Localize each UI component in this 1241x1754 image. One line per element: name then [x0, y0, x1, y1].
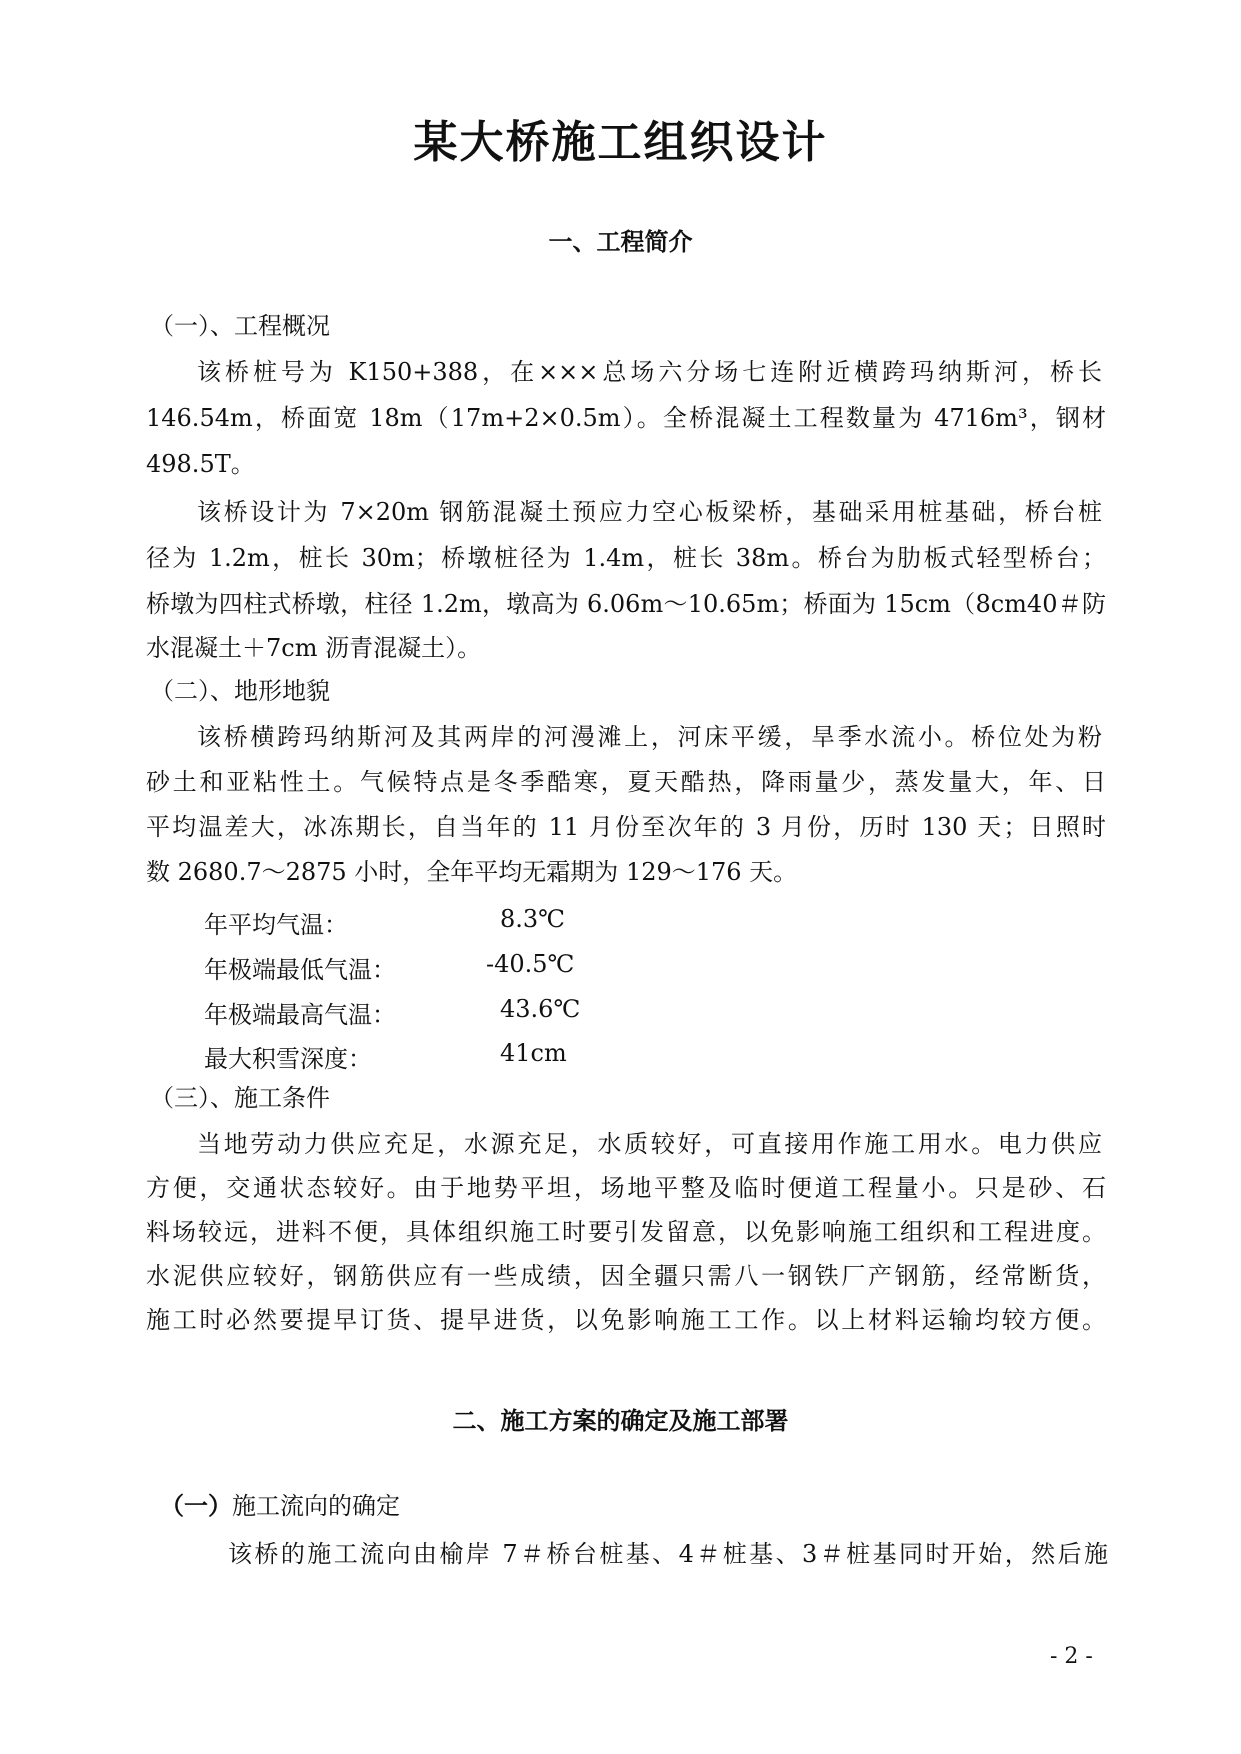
paragraph-line: 径为 1.2m，桩长 30m；桥墩桩径为 1.4m，桩长 38m。桥台为肋板式轻型桥台； — [146, 544, 1106, 572]
section1-heading: 一、工程简介 — [548, 227, 693, 256]
subsection-heading: （三）、施工条件 — [150, 1084, 330, 1112]
document-title: 某大桥施工组织设计 — [413, 117, 828, 168]
subsection-heading: （二）、地形地貌 — [150, 677, 330, 705]
climate-value: 41cm — [500, 1039, 567, 1067]
subsection-number: （一） — [160, 1491, 232, 1520]
section2-heading: 二、施工方案的确定及施工部署 — [452, 1406, 789, 1435]
paragraph-line: 146.54m，桥面宽 18m（17m+2×0.5m）。全桥混凝土工程数量为 4716m³，钢材 — [146, 404, 1106, 432]
paragraph-line: 该桥设计为 7×20m 钢筋混凝土预应力空心板梁桥，基础采用桩基础，桥台桩 — [197, 498, 1102, 526]
climate-value: -40.5℃ — [486, 950, 575, 978]
paragraph-line: 水泥供应较好，钢筋供应有一些成绩，因全疆只需八一钢铁厂产钢筋，经常断货， — [146, 1262, 1106, 1290]
climate-value: 8.3℃ — [500, 905, 566, 933]
climate-value: 43.6℃ — [500, 995, 581, 1023]
paragraph-line: 498.5T。 — [146, 450, 255, 478]
paragraph-line: 该桥的施工流向由榆岸 7＃桥台桩基、4＃桩基、3＃桩基同时开始，然后施 — [228, 1540, 1108, 1568]
paragraph-line: 方便，交通状态较好。由于地势平坦，场地平整及临时便道工程量小。只是砂、石 — [146, 1174, 1106, 1202]
paragraph-line: 砂土和亚粘性土。气候特点是冬季酷寒，夏天酷热，降雨量少，蒸发量大，年、日 — [146, 768, 1106, 796]
subsection-heading — [160, 1488, 1120, 1524]
subsection-heading: （一）、工程概况 — [150, 312, 330, 340]
page-number: - 2 - — [1050, 1644, 1093, 1669]
climate-label: 年平均气温： — [204, 911, 348, 939]
paragraph-line: 水混凝土＋7cm 沥青混凝土）。 — [146, 634, 482, 662]
climate-label: 年极端最低气温： — [204, 956, 396, 984]
climate-label: 年极端最高气温： — [204, 1001, 396, 1029]
paragraph-line: 平均温差大，冰冻期长，自当年的 11 月份至次年的 3 月份，历时 130 天；日照时 — [146, 813, 1106, 841]
paragraph-line: 料场较远，进料不便，具体组织施工时要引发留意，以免影响施工组织和工程进度。 — [146, 1218, 1106, 1246]
paragraph-line: 该桥桩号为 K150+388，在×××总场六分场七连附近横跨玛纳斯河，桥长 — [197, 358, 1102, 386]
paragraph-line: 数 2680.7～2875 小时，全年平均无霜期为 129～176 天。 — [146, 858, 798, 886]
paragraph-line: 施工时必然要提早订货、提早进货，以免影响施工工作。以上材料运输均较方便。 — [146, 1306, 1106, 1334]
paragraph-line: 该桥横跨玛纳斯河及其两岸的河漫滩上，河床平缓，旱季水流小。桥位处为粉 — [197, 723, 1102, 751]
climate-label: 最大积雪深度： — [204, 1045, 372, 1073]
paragraph-line: 当地劳动力供应充足，水源充足，水质较好，可直接用作施工用水。电力供应 — [197, 1130, 1102, 1158]
subsection-title: 施工流向的确定 — [232, 1492, 400, 1520]
paragraph-line: 桥墩为四柱式桥墩，柱径 1.2m，墩高为 6.06m～10.65m；桥面为 15cm（8cm40＃防 — [146, 590, 1106, 618]
